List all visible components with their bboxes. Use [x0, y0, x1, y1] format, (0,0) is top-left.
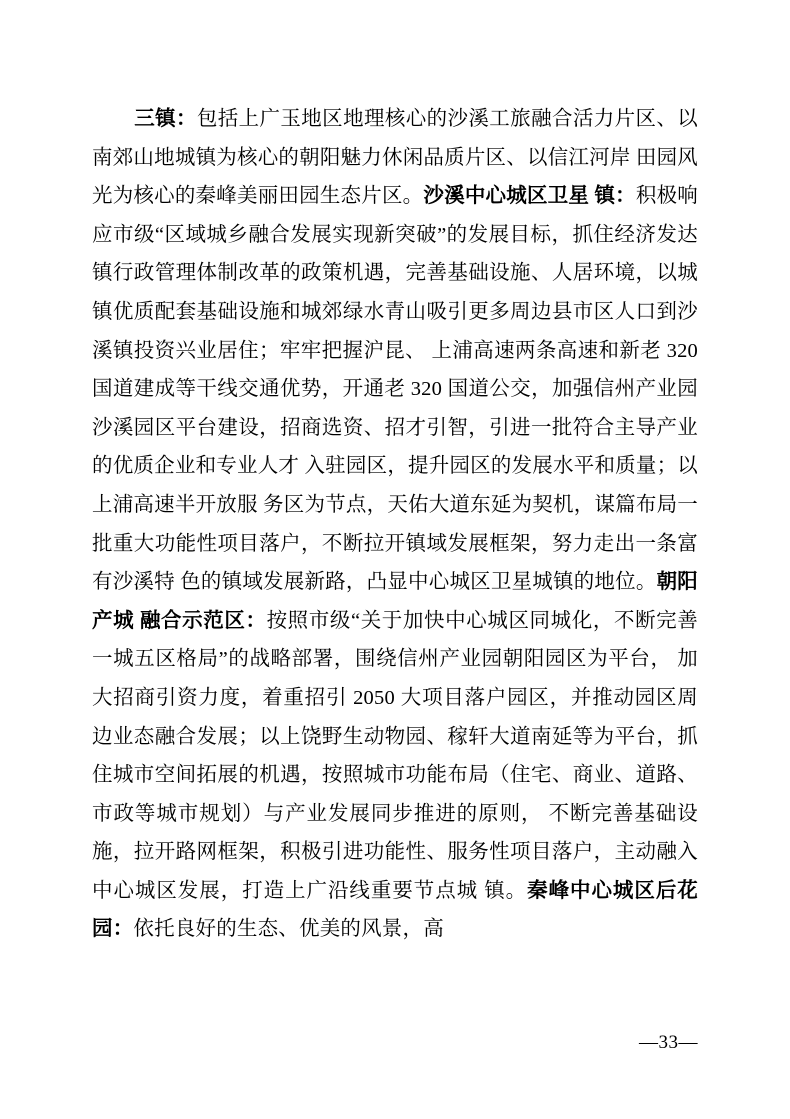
text-run-5-bold: 秦峰中心城区后花园：	[92, 879, 698, 941]
lead-bold-run: 三镇：	[134, 108, 197, 130]
text-run-1-bold: 沙溪中心城区卫星 镇：	[423, 185, 636, 208]
page-number: —33—	[639, 1032, 698, 1053]
text-run-3-bold: 朝阳产城 融合示范区：	[92, 571, 698, 632]
page-body-text	[92, 100, 698, 949]
text-run-4: 按照市级“关于加快中心城区同城化，不断完善一城五区格局”的战略部署，围绕信州产业园朝阳园区为平台， 加大招商引资力度，着重招引 2050 大项目落户园区，并推动园区周边业态融合发展；以上饶野生动物园、稼轩大道南延等为平台，抓住城市空间拓展的机遇，按照城市功能布局（住宅、商业、道路、市政等城市规划）与产业发展同步推进的原则， 不断完善基础设施，拉开路网框架，积极引进功能性、服务性项目落户，主动融入中心城区发展，打造上广沿线重要节点城 镇。	[92, 609, 698, 902]
text-run-0: 包括上广玉地区地理核心的沙溪工旅融合活力片区、以南郊山地城镇为核心的朝阳魅力休闲品质片区、以信江河岸 田园风光为核心的秦峰美丽田园生态片区。	[92, 108, 698, 208]
text-run-6: 依托良好的生态、优美的风景，高	[133, 918, 444, 941]
body-paragraph	[92, 100, 698, 949]
text-run-2: 积极响应市级“区域城乡融合发展实现新突破”的发展目标，抓住经济发达镇行政管理体制改革的政策机遇，完善基础设施、人居环境，以城镇优质配套基础设施和城郊绿水青山吸引更多周边县市区人口到沙溪镇投资兴业居住；牢牢把握沪昆、 上浦高速两条高速和新老 320 国道建成等干线交通优势，开通老 320 国道公交，加强信州产业园沙溪园区平台建设，招商选资、招才引智，引进一批符合主导产业的优质企业和专业人才 入驻园区，提升园区的发展水平和质量；以上浦高速半开放服 务区为节点，天佑大道东延为契机，谋篇布局一批重大功能性项目落户，不断拉开镇域发展框架，努力走出一条富有沙溪特 色的镇域发展新路，凸显中心城区卫星城镇的地位。	[92, 185, 698, 594]
